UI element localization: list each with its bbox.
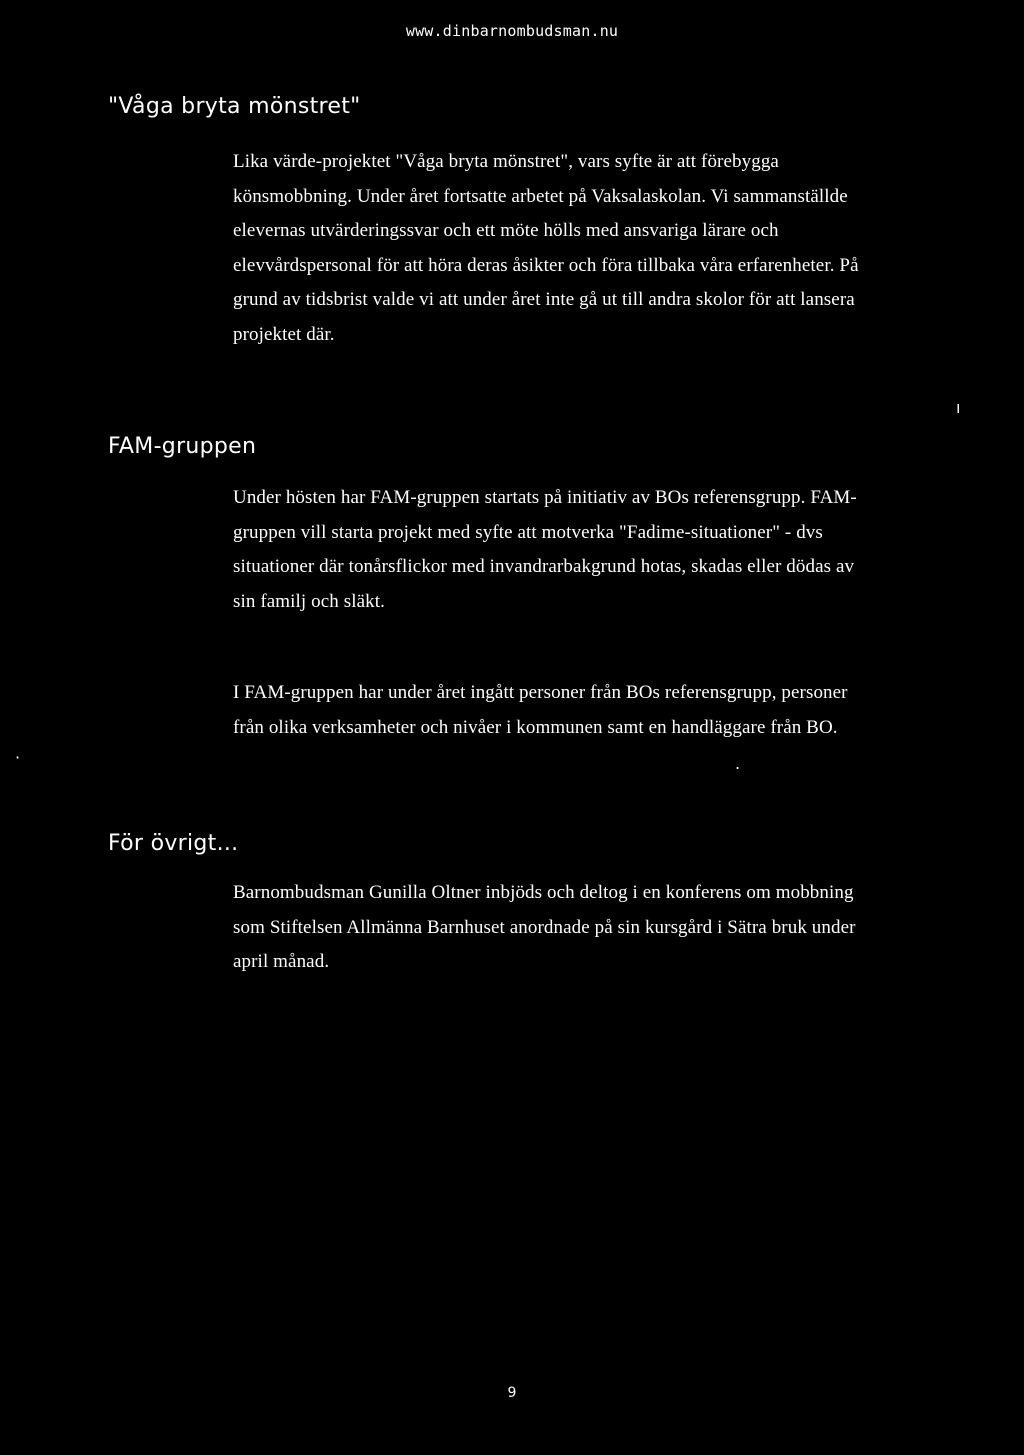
page-number: 9 xyxy=(507,1385,517,1401)
section-heading-fam-gruppen: FAM-gruppen xyxy=(108,434,257,459)
paragraph-fam-gruppen-members: I FAM-gruppen har under året ingått personer från BOs referensgrupp, personer från olika verksamheter och nivåer i kommunen samt en handläggare från BO. xyxy=(233,682,848,738)
scan-dot: · xyxy=(15,748,21,767)
section-heading-vaga-bryta-monstret: "Våga bryta mönstret" xyxy=(108,94,361,119)
header-url: www.dinbarnombudsman.nu xyxy=(405,22,619,40)
paragraph-fam-gruppen-intro: Under hösten har FAM-gruppen startats på initiativ av BOs referensgrupp. FAM-gruppen vill starta projekt med syfte att motverka "Fadime-situationer" - dvs situationer där tonårsflickor med invandrarbakgrund hotas, skadas eller dödas av sin familj och släkt. xyxy=(233,487,857,612)
scan-dot: . xyxy=(735,754,741,773)
paragraph-vaga-bryta-monstret: Lika värde-projektet "Våga bryta mönstret", vars syfte är att förebygga könsmobbning. Under året fortsatte arbetet på Vaksalaskolan. Vi sammanställde elevernas utvärderingssvar och ett möte hölls med ansvariga lärare och elevvårdspersonal för att höra deras åsikter och föra tillbaka våra erfarenheter. På grund av tidsbrist valde vi att under året inte gå ut till andra skolor för att lansera projektet där. xyxy=(233,151,859,345)
paragraph-for-ovrigt: Barnombudsman Gunilla Oltner inbjöds och deltog i en konferens om mobbning som Stiftelsen Allmänna Barnhuset anordnade på sin kursgård i Sätra bruk under april månad. xyxy=(233,882,856,972)
scan-mark: ı xyxy=(956,398,961,417)
section-heading-for-ovrigt: För övrigt... xyxy=(108,831,239,856)
